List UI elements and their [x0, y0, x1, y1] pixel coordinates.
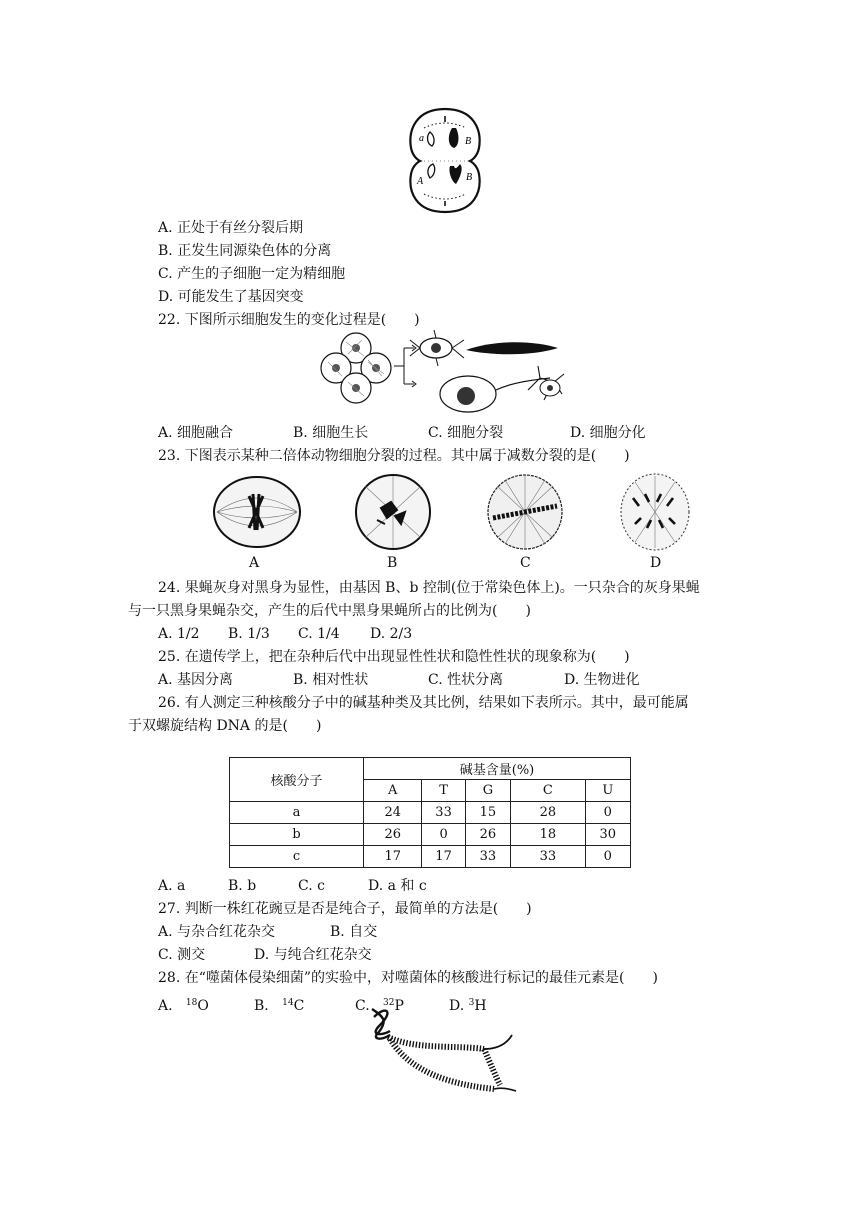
q26-option-d: D. a 和 c — [368, 878, 427, 894]
q23-cell-c — [488, 475, 562, 549]
table-header-base-content: 碱基含量(%) — [364, 758, 631, 780]
q25-option-c: C. 性状分离 — [428, 672, 504, 688]
table-header-base: C — [511, 780, 586, 802]
table-header-base: A — [364, 780, 422, 802]
table-cell: 0 — [585, 802, 630, 824]
q22-cell-figure — [318, 330, 574, 422]
table-cell: 24 — [364, 802, 422, 824]
table-cell: c — [230, 846, 364, 868]
table-header-nucleic-acid: 核酸分子 — [230, 758, 364, 802]
q21-label-a-upper: A — [417, 176, 424, 187]
q21-cell-figure — [404, 106, 486, 216]
q25-stem: 25. 在遗传学上，把在杂种后代中出现显性性状和隐性性状的现象称为( ) — [158, 649, 630, 665]
q21-label-b-top: B — [465, 136, 472, 147]
q23-cell-b — [356, 475, 430, 549]
table-row — [230, 846, 631, 868]
q24-stem-line1: 24. 果蝇灰身对黑身为显性，由基因 B、b 控制(位于常染色体上)。一只杂合的灰身果蝇 — [158, 580, 700, 596]
table-cell: 18 — [511, 824, 586, 846]
table-header-base: G — [465, 780, 510, 802]
table-cell: b — [230, 824, 364, 846]
table-cell: a — [230, 802, 364, 824]
q27-option-b: B. 自交 — [330, 924, 378, 940]
q26-stem-line1: 26. 有人测定三种核酸分子中的碱基种类及其比例，结果如下表所示。其中，最可能属 — [158, 695, 689, 711]
q21-option-c: C. 产生的子细胞一定为精细胞 — [158, 266, 346, 282]
q24-option-d: D. 2/3 — [370, 626, 413, 642]
q22-option-d: D. 细胞分化 — [570, 425, 646, 441]
table-header-base: U — [585, 780, 630, 802]
q26-option-c: C. c — [298, 878, 325, 894]
q28-option-c: C. $^{32}$P — [355, 998, 404, 1014]
table-cell: 17 — [364, 846, 422, 868]
table-cell: 28 — [511, 802, 586, 824]
q23-stem: 23. 下图表示某种二倍体动物细胞分裂的过程。其中属于减数分裂的是( ) — [158, 448, 630, 464]
table-cell: 33 — [511, 846, 586, 868]
table-cell: 30 — [585, 824, 630, 846]
q23-label-c: C — [520, 555, 531, 571]
q25-option-d: D. 生物进化 — [564, 672, 640, 688]
q28-stem: 28. 在“噬菌体侵染细菌”的实验中，对噬菌体的核酸进行标记的最佳元素是( ) — [158, 970, 658, 986]
base-content-table — [229, 757, 631, 868]
q25-option-a: A. 基因分离 — [158, 672, 234, 688]
q22-option-b: B. 细胞生长 — [293, 425, 369, 441]
dna-replication-figure — [366, 1005, 526, 1105]
q21-option-b: B. 正发生同源染色体的分离 — [158, 243, 332, 259]
q26-option-b: B. b — [228, 878, 257, 894]
table-cell: 26 — [465, 824, 510, 846]
q28-option-d: D. $^3$H — [449, 998, 487, 1014]
table-cell: 33 — [465, 846, 510, 868]
q23-label-b: B — [387, 555, 398, 571]
q26-stem-line2: 于双螺旋结构 DNA 的是( ) — [128, 718, 322, 734]
q27-option-c: C. 测交 — [158, 947, 206, 963]
q24-option-b: B. 1/3 — [228, 626, 270, 642]
q27-option-a: A. 与杂合红花杂交 — [158, 924, 276, 940]
q22-option-a: A. 细胞融合 — [158, 425, 234, 441]
q23-label-a: A — [249, 555, 260, 571]
q28-option-a: A. $^{18}$O — [158, 998, 209, 1014]
q21-option-d: D. 可能发生了基因突变 — [158, 289, 304, 305]
q23-label-d: D — [650, 555, 662, 571]
q28-option-b: B. $^{14}$C — [254, 998, 305, 1014]
table-row — [230, 802, 631, 824]
q23-cell-a — [214, 477, 300, 547]
table-row — [230, 824, 631, 846]
q21-label-b-bottom: B — [466, 172, 473, 183]
q21-label-a: a — [419, 133, 424, 144]
table-cell: 0 — [422, 824, 465, 846]
table-cell: 26 — [364, 824, 422, 846]
q24-stem-line2: 与一只黑身果蝇杂交，产生的后代中黑身果蝇所占的比例为( ) — [128, 603, 531, 619]
q26-option-a: A. a — [158, 878, 186, 894]
q27-option-d: D. 与纯合红花杂交 — [254, 947, 372, 963]
table-cell: 15 — [465, 802, 510, 824]
q25-option-b: B. 相对性状 — [293, 672, 369, 688]
table-header-base: T — [422, 780, 465, 802]
table-cell: 33 — [422, 802, 465, 824]
q24-option-a: A. 1/2 — [158, 626, 200, 642]
q23-cell-figure — [205, 472, 705, 572]
q23-cell-d — [621, 474, 689, 550]
table-cell: 0 — [585, 846, 630, 868]
q22-option-c: C. 细胞分裂 — [428, 425, 504, 441]
q24-option-c: C. 1/4 — [298, 626, 340, 642]
q22-stem: 22. 下图所示细胞发生的变化过程是( ) — [158, 312, 420, 328]
q27-stem: 27. 判断一株红花豌豆是否是纯合子，最简单的方法是( ) — [158, 901, 532, 917]
table-cell: 17 — [422, 846, 465, 868]
q21-option-a: A. 正处于有丝分裂后期 — [158, 220, 304, 236]
